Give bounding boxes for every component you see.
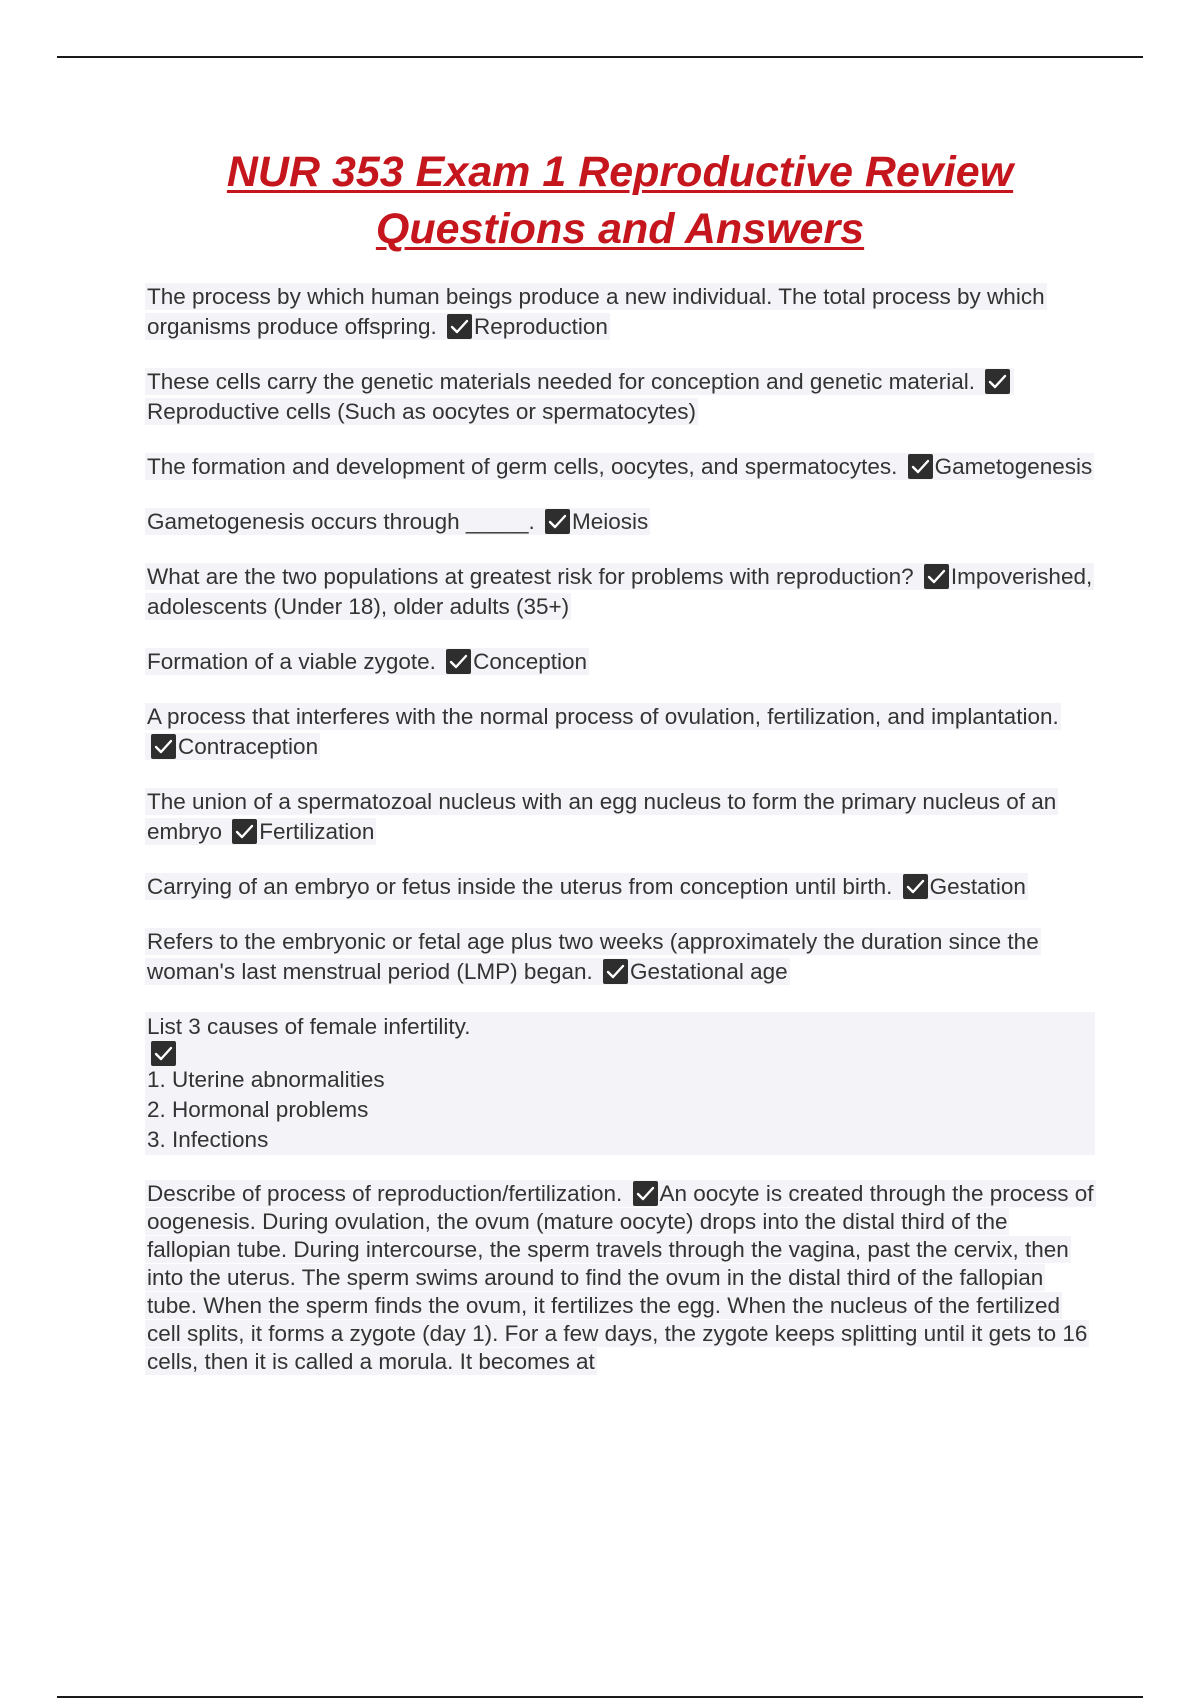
- question-text: These cells carry the genetic materials needed for conception and genetic material.: [147, 369, 975, 394]
- checkmark-icon: [151, 734, 176, 759]
- question-text: Refers to the embryonic or fetal age plus two weeks (approximately the duration since the woman's last menstrual period (LMP) began.: [147, 929, 1039, 984]
- answer-line: 3. Infections: [145, 1125, 1095, 1155]
- qa-item: [145, 452, 1095, 482]
- answer-text: Gametogenesis: [934, 454, 1093, 479]
- question-text: A process that interferes with the normal process of ovulation, fertilization, and implantation.: [147, 704, 1059, 729]
- qa-item: [145, 562, 1095, 622]
- answer-text: An oocyte is created through the process of oogenesis. During ovulation, the ovum (mature oocyte) drops into the distal third of the fallopian tube. During intercourse, the sperm travels through the vagina, past the cervix, then into the uterus. The sperm swims around to find the ovum in the distal third of the fallopian tube. When the sperm finds the ovum, it fertilizes the egg. When the nucleus of the fertilized cell splits, it forms a zygote (day 1). For a few days, the zygote keeps splitting until it gets to 16 cells, then it is called a morula. It becomes at: [147, 1181, 1094, 1374]
- checkmark-icon: [903, 874, 928, 899]
- qa-list: [145, 282, 1095, 1401]
- question-text: What are the two populations at greatest risk for problems with reproduction?: [147, 564, 914, 589]
- question-text: Gametogenesis occurs through _____.: [147, 509, 535, 534]
- qa-item: [145, 872, 1095, 902]
- checkmark-icon: [633, 1181, 658, 1206]
- qa-item: [145, 1180, 1095, 1376]
- checkmark-icon: [446, 649, 471, 674]
- top-rule: [57, 56, 1143, 58]
- answer-text: Fertilization: [259, 819, 375, 844]
- checkmark-icon: [985, 369, 1010, 394]
- answer-line: 2. Hormonal problems: [145, 1095, 1095, 1125]
- qa-item: [145, 282, 1095, 342]
- question-text: Carrying of an embryo or fetus inside the uterus from conception until birth.: [147, 874, 893, 899]
- checkmark-icon: [545, 509, 570, 534]
- title-line-1: NUR 353 Exam 1 Reproductive Review: [226, 148, 1014, 196]
- qa-item: [145, 647, 1095, 677]
- checkmark-icon: [924, 564, 949, 589]
- answer-text: Impoverished, adolescents (Under 18), older adults (35+): [147, 564, 1093, 619]
- checkmark-icon: [447, 314, 472, 339]
- qa-item: [145, 1012, 1095, 1155]
- answer-text: Reproduction: [474, 314, 608, 339]
- answer-text: Meiosis: [572, 509, 649, 534]
- bottom-rule: [57, 1696, 1143, 1698]
- answer-text: Contraception: [178, 734, 319, 759]
- answer-text: Gestation: [929, 874, 1026, 899]
- question-text: The formation and development of germ cells, oocytes, and spermatocytes.: [147, 454, 898, 479]
- checkmark-icon: [908, 454, 933, 479]
- question-text: Describe of process of reproduction/fertilization.: [147, 1181, 623, 1206]
- page-title: [140, 144, 1100, 258]
- answer-text: Conception: [473, 649, 588, 674]
- qa-item: [145, 787, 1095, 847]
- qa-item: [145, 507, 1095, 537]
- question-text: The union of a spermatozoal nucleus with an egg nucleus to form the primary nucleus of an embryo: [147, 789, 1057, 844]
- answer-text: Reproductive cells (Such as oocytes or spermatocytes): [147, 399, 696, 424]
- qa-item: [145, 367, 1095, 427]
- question-text: The process by which human beings produce a new individual. The total process by which organisms produce offspring.: [147, 284, 1045, 339]
- question-text: Formation of a viable zygote.: [147, 649, 436, 674]
- answer-line: 1. Uterine abnormalities: [147, 1067, 385, 1092]
- checkmark-icon: [151, 1041, 176, 1066]
- checkmark-icon: [232, 819, 257, 844]
- question-text: List 3 causes of female infertility.: [147, 1014, 471, 1039]
- answer-text: Gestational age: [630, 959, 788, 984]
- qa-item: [145, 702, 1095, 762]
- qa-item: [145, 927, 1095, 987]
- title-line-2: Questions and Answers: [375, 205, 865, 253]
- checkmark-icon: [603, 959, 628, 984]
